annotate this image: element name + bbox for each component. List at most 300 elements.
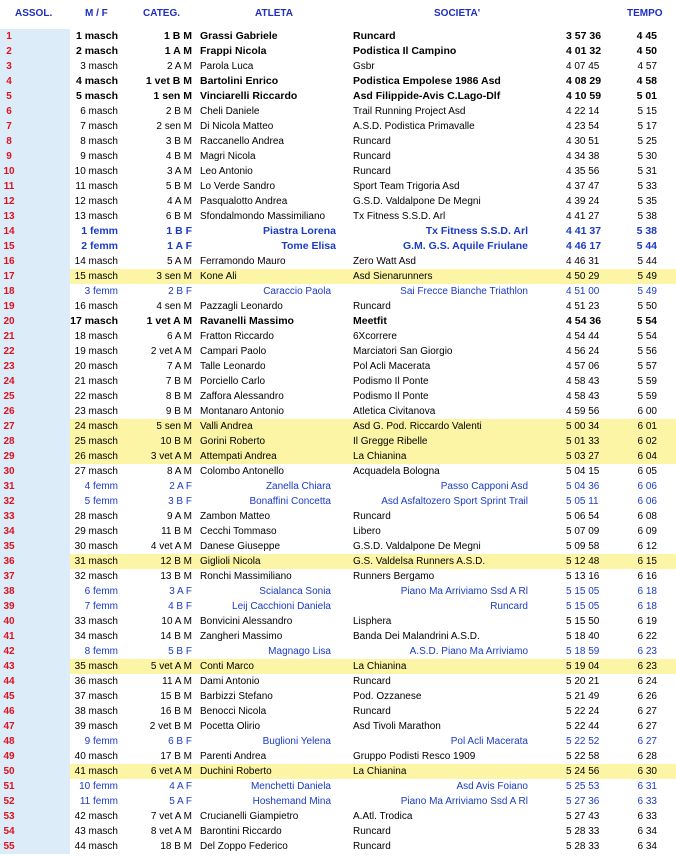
category-rank: 1 vet B M [145, 75, 192, 87]
category-rank: 4 sen M [156, 301, 192, 312]
gender-rank: 38 masch [74, 706, 118, 717]
finish-time: 5 19 04 [566, 661, 600, 672]
pace-per-km: 6 18 [637, 601, 657, 612]
gender-rank: 12 masch [74, 196, 118, 207]
table-row [0, 449, 676, 464]
athlete-name: Montanaro Antonio [200, 406, 284, 417]
row-stripe [18, 374, 70, 389]
table-row [0, 749, 676, 764]
row-position: 54 [0, 824, 18, 839]
pace-per-km: 6 15 [637, 556, 657, 567]
athlete-name: Magri Nicola [200, 151, 256, 162]
row-stripe [18, 224, 70, 239]
gender-rank: 18 masch [74, 331, 118, 342]
category-rank: 3 A F [169, 586, 192, 597]
club-name: Podismo Il Ponte [353, 391, 429, 402]
gender-rank: 8 femm [84, 646, 118, 657]
gender-rank: 2 masch [75, 45, 118, 57]
gender-rank: 9 femm [84, 736, 118, 747]
row-position: 25 [0, 389, 18, 404]
athlete-name: Talle Leonardo [200, 361, 266, 372]
pace-per-km: 6 05 [637, 466, 657, 477]
club-name: Runcard [353, 136, 391, 147]
gender-rank: 10 femm [79, 781, 118, 792]
athlete-name: Bonvicini Alessandro [200, 616, 293, 627]
finish-time: 4 54 36 [566, 315, 602, 327]
row-position: 49 [0, 749, 18, 764]
gender-rank: 33 masch [74, 616, 118, 627]
row-position: 1 [0, 29, 18, 44]
gender-rank: 36 masch [74, 676, 118, 687]
gender-rank: 1 femm [81, 225, 118, 237]
gender-rank: 1 masch [75, 30, 118, 42]
club-name: Pol Acli Macerata [353, 361, 431, 372]
row-stripe [18, 299, 70, 314]
athlete-name: Hoshemand Mina [252, 796, 331, 807]
table-row [0, 614, 676, 629]
category-rank: 3 B F [168, 496, 192, 507]
finish-time: 4 51 00 [566, 286, 600, 297]
club-name: Gruppo Podisti Resco 1909 [353, 751, 476, 762]
pace-per-km: 5 54 [637, 331, 657, 342]
pace-per-km: 6 34 [637, 826, 657, 837]
table-row [0, 404, 676, 419]
pace-per-km: 5 38 [637, 211, 657, 222]
row-position: 26 [0, 404, 18, 419]
row-position: 27 [0, 419, 18, 434]
pace-per-km: 4 50 [636, 45, 657, 57]
category-rank: 5 A M [166, 256, 192, 267]
row-stripe [18, 179, 70, 194]
athlete-name: Raccanello Andrea [200, 136, 284, 147]
finish-time: 5 21 49 [566, 691, 600, 702]
gender-rank: 25 masch [74, 436, 118, 447]
table-row [0, 344, 676, 359]
pace-per-km: 6 24 [637, 676, 657, 687]
table-row [0, 734, 676, 749]
row-stripe [18, 284, 70, 299]
club-name: Asd G. Pod. Riccardo Valenti [353, 421, 482, 432]
club-name: Trail Running Project Asd [353, 106, 466, 117]
club-name: Asd Avis Foiano [456, 781, 528, 792]
club-name: Podistica Empolese 1986 Asd [353, 75, 501, 87]
category-rank: 6 A M [166, 331, 192, 342]
pace-per-km: 5 25 [637, 136, 657, 147]
club-name: Pod. Ozzanese [353, 691, 422, 702]
category-rank: 5 B M [165, 181, 192, 192]
pace-per-km: 6 04 [637, 451, 657, 462]
gender-rank: 14 masch [74, 256, 118, 267]
finish-time: 4 34 38 [566, 151, 600, 162]
row-stripe [18, 44, 70, 59]
row-position: 19 [0, 299, 18, 314]
category-rank: 6 vet A M [150, 766, 192, 777]
pace-per-km: 6 01 [637, 421, 657, 432]
athlete-name: Parola Luca [200, 61, 254, 72]
row-stripe [18, 524, 70, 539]
club-name: Acquadela Bologna [353, 466, 440, 477]
pace-per-km: 4 45 [636, 30, 657, 42]
category-rank: 7 B M [165, 376, 192, 387]
row-stripe [18, 464, 70, 479]
table-row [0, 314, 676, 329]
club-name: Runcard [353, 511, 391, 522]
pace-per-km: 5 30 [637, 151, 657, 162]
row-stripe [18, 584, 70, 599]
finish-time: 5 18 59 [566, 646, 600, 657]
row-stripe [18, 764, 70, 779]
category-rank: 9 A M [166, 511, 192, 522]
row-stripe [18, 269, 70, 284]
athlete-name: Leo Antonio [200, 166, 253, 177]
athlete-name: Piastra Lorena [263, 225, 336, 237]
club-name: Marciatori San Giorgio [353, 346, 453, 357]
gender-rank: 7 masch [80, 121, 118, 132]
category-rank: 1 B F [166, 225, 192, 237]
category-rank: 10 B M [160, 436, 192, 447]
row-position: 24 [0, 374, 18, 389]
row-position: 47 [0, 719, 18, 734]
table-row [0, 374, 676, 389]
athlete-name: Zangheri Massimo [200, 631, 283, 642]
table-row [0, 419, 676, 434]
club-name: Lisphera [353, 616, 392, 627]
pace-per-km: 6 02 [637, 436, 657, 447]
category-rank: 3 vet A M [150, 451, 192, 462]
row-position: 3 [0, 59, 18, 74]
table-row [0, 809, 676, 824]
gender-rank: 5 femm [84, 496, 118, 507]
category-rank: 5 sen M [156, 421, 192, 432]
athlete-name: Giglioli Nicola [200, 556, 261, 567]
club-name: G.S.D. Valdalpone De Megni [353, 196, 481, 207]
finish-time: 5 13 16 [566, 571, 600, 582]
row-position: 20 [0, 314, 18, 329]
category-rank: 6 B M [165, 211, 192, 222]
finish-time: 5 01 33 [566, 436, 600, 447]
pace-per-km: 5 54 [636, 315, 657, 327]
club-name: Runcard [490, 601, 528, 612]
finish-time: 4 22 14 [566, 106, 600, 117]
table-row [0, 569, 676, 584]
row-position: 35 [0, 539, 18, 554]
table-row [0, 674, 676, 689]
row-position: 53 [0, 809, 18, 824]
row-stripe [18, 719, 70, 734]
row-stripe [18, 479, 70, 494]
athlete-name: Ravanelli Massimo [200, 315, 294, 327]
club-name: Passo Capponi Asd [440, 481, 528, 492]
row-position: 36 [0, 554, 18, 569]
athlete-name: Pazzagli Leonardo [200, 301, 283, 312]
pace-per-km: 6 06 [637, 481, 657, 492]
header-mf: M / F [85, 8, 108, 19]
category-rank: 4 vet A M [150, 541, 192, 552]
gender-rank: 41 masch [74, 766, 118, 777]
gender-rank: 26 masch [74, 451, 118, 462]
row-stripe [18, 704, 70, 719]
row-stripe [18, 164, 70, 179]
category-rank: 10 A M [161, 616, 192, 627]
row-position: 21 [0, 329, 18, 344]
athlete-name: Grassi Gabriele [200, 30, 278, 42]
row-stripe [18, 569, 70, 584]
athlete-name: Del Zoppo Federico [200, 841, 288, 852]
finish-time: 5 20 21 [566, 676, 600, 687]
pace-per-km: 5 56 [637, 346, 657, 357]
finish-time: 4 58 43 [566, 391, 600, 402]
club-name: Runners Bergamo [353, 571, 435, 582]
row-position: 8 [0, 134, 18, 149]
gender-rank: 29 masch [74, 526, 118, 537]
athlete-name: Cheli Daniele [200, 106, 260, 117]
gender-rank: 13 masch [74, 211, 118, 222]
gender-rank: 23 masch [74, 406, 118, 417]
row-position: 33 [0, 509, 18, 524]
table-row [0, 764, 676, 779]
row-stripe [18, 404, 70, 419]
finish-time: 4 39 24 [566, 196, 600, 207]
row-stripe [18, 239, 70, 254]
row-position: 4 [0, 74, 18, 89]
finish-time: 5 27 36 [566, 796, 600, 807]
finish-time: 4 57 06 [566, 361, 600, 372]
finish-time: 5 28 33 [566, 841, 600, 852]
row-stripe [18, 659, 70, 674]
table-row [0, 644, 676, 659]
finish-time: 4 08 29 [566, 75, 602, 87]
gender-rank: 15 masch [74, 271, 118, 282]
club-name: Runcard [353, 676, 391, 687]
header-assol: ASSOL. [15, 8, 53, 19]
finish-time: 5 22 24 [566, 706, 600, 717]
finish-time: 4 54 44 [566, 331, 600, 342]
pace-per-km: 6 23 [637, 646, 657, 657]
category-rank: 4 A M [166, 196, 192, 207]
row-stripe [18, 29, 70, 44]
athlete-name: Zanella Chiara [265, 481, 331, 492]
finish-time: 5 22 58 [566, 751, 600, 762]
row-stripe [18, 59, 70, 74]
finish-time: 4 41 27 [566, 211, 600, 222]
category-rank: 2 vet B M [149, 721, 192, 732]
finish-time: 4 37 47 [566, 181, 600, 192]
row-stripe [18, 749, 70, 764]
club-name: Sai Frecce Bianche Triathlon [400, 286, 528, 297]
club-name: Il Gregge Ribelle [353, 436, 428, 447]
row-position: 31 [0, 479, 18, 494]
pace-per-km: 5 35 [637, 196, 657, 207]
gender-rank: 20 masch [74, 361, 118, 372]
finish-time: 4 07 45 [566, 61, 600, 72]
table-row [0, 299, 676, 314]
table-row [0, 44, 676, 59]
finish-time: 5 12 48 [566, 556, 600, 567]
gender-rank: 6 masch [80, 106, 118, 117]
gender-rank: 28 masch [74, 511, 118, 522]
row-stripe [18, 314, 70, 329]
gender-rank: 3 femm [84, 286, 118, 297]
athlete-name: Leij Cacchioni Daniela [232, 601, 331, 612]
gender-rank: 39 masch [74, 721, 118, 732]
category-rank: 2 B F [168, 286, 192, 297]
club-name: Sport Team Trigoria Asd [353, 181, 460, 192]
table-row [0, 434, 676, 449]
finish-time: 5 04 15 [566, 466, 600, 477]
athlete-name: Tome Elisa [281, 240, 336, 252]
gender-rank: 19 masch [74, 346, 118, 357]
club-name: G.S. Valdelsa Runners A.S.D. [353, 556, 486, 567]
finish-time: 5 24 56 [566, 766, 600, 777]
gender-rank: 6 femm [84, 586, 118, 597]
row-position: 43 [0, 659, 18, 674]
club-name: Runcard [353, 30, 396, 42]
category-rank: 5 A F [169, 796, 192, 807]
club-name: Meetfit [353, 315, 387, 327]
category-rank: 2 vet A M [150, 346, 192, 357]
row-position: 28 [0, 434, 18, 449]
pace-per-km: 6 18 [637, 586, 657, 597]
row-stripe [18, 74, 70, 89]
athlete-name: Scialanca Sonia [259, 586, 331, 597]
pace-per-km: 5 44 [637, 256, 657, 267]
row-position: 41 [0, 629, 18, 644]
gender-rank: 34 masch [74, 631, 118, 642]
club-name: Piano Ma Arriviamo Ssd A Rl [400, 586, 528, 597]
row-stripe [18, 119, 70, 134]
club-name: La Chianina [353, 661, 407, 672]
row-position: 37 [0, 569, 18, 584]
row-position: 10 [0, 164, 18, 179]
gender-rank: 4 masch [75, 75, 118, 87]
table-row [0, 134, 676, 149]
club-name: Piano Ma Arriviamo Ssd A Rl [400, 796, 528, 807]
pace-per-km: 6 19 [637, 616, 657, 627]
row-position: 32 [0, 494, 18, 509]
category-rank: 9 B M [165, 406, 192, 417]
club-name: A.Atl. Trodica [353, 811, 413, 822]
finish-time: 5 15 05 [566, 586, 600, 597]
category-rank: 3 sen M [156, 271, 192, 282]
row-stripe [18, 629, 70, 644]
pace-per-km: 6 27 [637, 721, 657, 732]
row-stripe [18, 209, 70, 224]
athlete-name: Benocci Nicola [200, 706, 267, 717]
row-stripe [18, 824, 70, 839]
pace-per-km: 5 15 [637, 106, 657, 117]
club-name: Asd Sienarunners [353, 271, 433, 282]
row-position: 50 [0, 764, 18, 779]
table-row [0, 629, 676, 644]
pace-per-km: 5 49 [637, 286, 657, 297]
row-stripe [18, 839, 70, 854]
club-name: La Chianina [353, 451, 407, 462]
table-row [0, 584, 676, 599]
finish-time: 5 18 40 [566, 631, 600, 642]
athlete-name: Colombo Antonello [200, 466, 284, 477]
athlete-name: Attempati Andrea [200, 451, 277, 462]
row-position: 5 [0, 89, 18, 104]
gender-rank: 5 masch [75, 90, 118, 102]
athlete-name: Fratton Riccardo [200, 331, 274, 342]
gender-rank: 7 femm [84, 601, 118, 612]
category-rank: 4 A F [169, 781, 192, 792]
table-row [0, 239, 676, 254]
pace-per-km: 6 28 [637, 751, 657, 762]
gender-rank: 43 masch [74, 826, 118, 837]
pace-per-km: 6 22 [637, 631, 657, 642]
club-name: Runcard [353, 826, 391, 837]
club-name: Tx Fitness S.S.D. Arl [353, 211, 446, 222]
table-row [0, 209, 676, 224]
row-stripe [18, 344, 70, 359]
gender-rank: 11 femm [79, 796, 118, 807]
row-position: 17 [0, 269, 18, 284]
category-rank: 16 B M [160, 706, 192, 717]
finish-time: 5 27 43 [566, 811, 600, 822]
row-stripe [18, 554, 70, 569]
row-stripe [18, 539, 70, 554]
row-stripe [18, 389, 70, 404]
category-rank: 1 A M [164, 45, 192, 57]
results-table-body [0, 29, 676, 854]
club-name: Runcard [353, 151, 391, 162]
pace-per-km: 5 49 [637, 271, 657, 282]
pace-per-km: 6 33 [637, 796, 657, 807]
row-stripe [18, 359, 70, 374]
athlete-name: Bartolini Enrico [200, 75, 279, 87]
finish-time: 5 15 50 [566, 616, 600, 627]
gender-rank: 40 masch [74, 751, 118, 762]
table-row [0, 194, 676, 209]
table-row [0, 329, 676, 344]
category-rank: 2 A M [166, 61, 192, 72]
row-position: 48 [0, 734, 18, 749]
row-stripe [18, 734, 70, 749]
row-stripe [18, 104, 70, 119]
row-stripe [18, 419, 70, 434]
row-stripe [18, 674, 70, 689]
category-rank: 11 A M [162, 676, 192, 687]
gender-rank: 24 masch [74, 421, 118, 432]
table-row [0, 719, 676, 734]
category-rank: 2 A F [169, 481, 192, 492]
table-row [0, 284, 676, 299]
pace-per-km: 5 33 [637, 181, 657, 192]
header-atleta: ATLETA [255, 8, 293, 19]
finish-time: 4 01 32 [566, 45, 602, 57]
club-name: La Chianina [353, 766, 407, 777]
row-stripe [18, 194, 70, 209]
finish-time: 4 46 31 [566, 256, 600, 267]
row-position: 16 [0, 254, 18, 269]
pace-per-km: 5 31 [637, 166, 657, 177]
pace-per-km: 6 27 [637, 706, 657, 717]
athlete-name: Kone Ali [200, 271, 237, 282]
category-rank: 13 B M [160, 571, 192, 582]
table-row [0, 359, 676, 374]
row-position: 44 [0, 674, 18, 689]
table-row [0, 539, 676, 554]
club-name: Gsbr [353, 61, 375, 72]
athlete-name: Barontini Riccardo [200, 826, 282, 837]
table-row [0, 524, 676, 539]
row-stripe [18, 794, 70, 809]
table-row [0, 779, 676, 794]
finish-time: 4 46 17 [566, 240, 602, 252]
gender-rank: 4 femm [84, 481, 118, 492]
athlete-name: Danese Giuseppe [200, 541, 281, 552]
